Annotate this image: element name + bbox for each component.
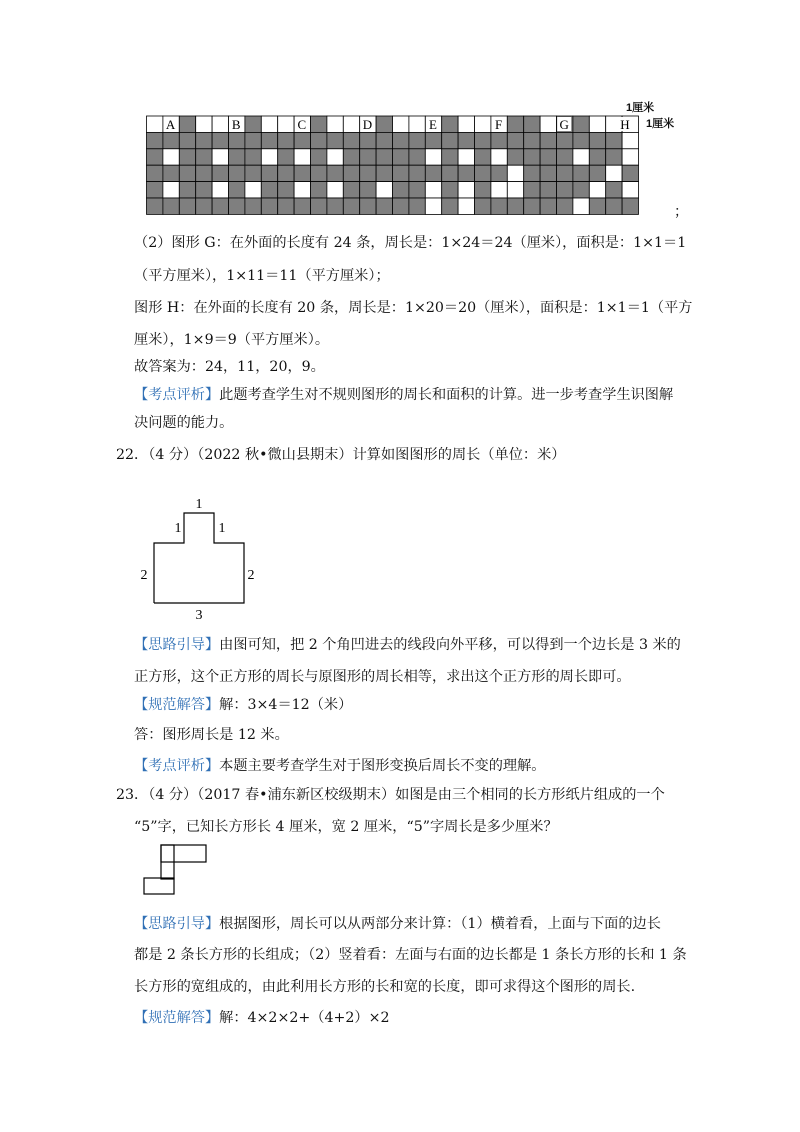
q21-analysis-2: 决问题的能力。 (134, 415, 234, 431)
grid-cell (540, 165, 556, 181)
grid-cell (557, 165, 573, 181)
grid-cell (622, 182, 638, 198)
grid-cell (393, 198, 409, 214)
grid-cell (622, 149, 638, 165)
grid-cell (261, 165, 277, 181)
hint-text: 由图可知，把 2 个角凹进去的线段向外平移，可以得到一个边长是 3 米的 (219, 637, 681, 653)
hint-text: 根据图形，周长可以从两部分来计算：（1）横着看，上面与下面的边长 (219, 916, 661, 932)
grid-cell (606, 132, 622, 148)
grid-cell (179, 165, 195, 181)
grid-cell (475, 149, 491, 165)
grid-cell (540, 149, 556, 165)
hint-tag: 【思路引导】 (134, 916, 220, 932)
grid-cell (540, 116, 556, 132)
grid-cell (343, 198, 359, 214)
q23-hint-3: 长方形的宽组成的，由此利用长方形的长和宽的长度，即可求得这个图形的周长. (134, 979, 636, 995)
grid-cell (507, 182, 523, 198)
grid-cell (147, 149, 163, 165)
grid-cell (540, 182, 556, 198)
grid-cell (163, 182, 179, 198)
grid-cell (147, 165, 163, 181)
q23-header-1: 23．（4 分）（2017 春•浦东新区校级期末）如图是由三个相同的长方形纸片组成的一个 (116, 787, 665, 803)
answer-tag: 【规范解答】 (134, 697, 220, 713)
grid-cell (458, 182, 474, 198)
grid-label-b: B (231, 117, 241, 132)
q23-hint (134, 914, 661, 934)
grid-cell (507, 165, 523, 181)
grid-cell (540, 132, 556, 148)
grid-cell (393, 165, 409, 181)
grid-cell (343, 116, 359, 132)
grid-cell (491, 132, 507, 148)
grid-label-h: H (620, 117, 630, 132)
q22-label-left-small: 1 (174, 521, 182, 536)
answer-text: 解：4×2×2+（4+2）×2 (219, 1010, 390, 1026)
grid-cell (212, 132, 228, 148)
grid-cell (393, 132, 409, 148)
grid-cell (606, 149, 622, 165)
grid-cell (147, 198, 163, 214)
grid-cell (278, 165, 294, 181)
grid-cell (475, 116, 491, 132)
grid-cell (409, 182, 425, 198)
grid-cell (311, 165, 327, 181)
grid-cell (196, 165, 212, 181)
grid-cell (393, 182, 409, 198)
grid-cell (376, 198, 392, 214)
grid-cell (557, 182, 573, 198)
q21-line-1: （2）图形 G：在外面的长度有 24 条，周长是：1×24＝24（厘米），面积是：1×1＝1 (134, 235, 687, 251)
grid-cell (540, 198, 556, 214)
grid-cell (458, 198, 474, 214)
grid-cell (507, 116, 523, 132)
grid-cell (458, 132, 474, 148)
q22-label-top: 1 (195, 497, 203, 512)
grid-cell (278, 198, 294, 214)
grid-cell (425, 182, 441, 198)
grid-cell (163, 149, 179, 165)
grid-cell (179, 116, 195, 132)
grid-cell (327, 149, 343, 165)
trailing-mark: ； (674, 204, 689, 220)
grid-cell (163, 165, 179, 181)
analysis-tag: 【考点评析】 (134, 387, 220, 403)
grid-cell (311, 182, 327, 198)
grid-cell (327, 116, 343, 132)
grid-cell (163, 198, 179, 214)
grid-cell (212, 116, 228, 132)
grid-cell (622, 132, 638, 148)
grid-cell (589, 116, 605, 132)
grid-cell (278, 116, 294, 132)
grid-cell (524, 132, 540, 148)
q23-figure (140, 843, 212, 897)
grid-cell (409, 149, 425, 165)
unit-label-side: 1厘米 (646, 118, 675, 130)
grid-cell (376, 182, 392, 198)
grid-cell (458, 165, 474, 181)
grid-cell (278, 182, 294, 198)
q22-shape (154, 513, 244, 603)
grid-cell (327, 165, 343, 181)
grid-cell (475, 198, 491, 214)
q21-line-5: 故答案为：24，11，20，9。 (134, 359, 325, 375)
grid-figure (146, 98, 676, 222)
grid-cell (425, 149, 441, 165)
unit-label-top: 1厘米 (626, 102, 655, 114)
grid-cell (458, 116, 474, 132)
grid-cell (507, 132, 523, 148)
q22-answer-2: 答：图形周长是 12 米。 (134, 727, 289, 743)
grid-cell (573, 149, 589, 165)
grid-cell (245, 132, 261, 148)
grid-cell (196, 182, 212, 198)
grid-cell (524, 182, 540, 198)
grid-cell (360, 182, 376, 198)
grid-cell (491, 149, 507, 165)
grid-cell (376, 165, 392, 181)
grid-cell (196, 116, 212, 132)
grid-cell (360, 165, 376, 181)
q22-label-left: 2 (140, 568, 148, 583)
grid-cell (245, 149, 261, 165)
q21-analysis (134, 385, 673, 405)
grid-label-e: E (429, 117, 437, 132)
grid-cell (343, 165, 359, 181)
grid-cell (327, 182, 343, 198)
q22-figure (130, 490, 280, 620)
grid-cell (442, 149, 458, 165)
grid-cell (393, 149, 409, 165)
grid-cell (606, 182, 622, 198)
grid-cell (442, 116, 458, 132)
grid-cell (294, 165, 310, 181)
grid-cell (360, 149, 376, 165)
grid-cell (393, 116, 409, 132)
grid-cell (573, 116, 589, 132)
grid-cell (409, 198, 425, 214)
grid-cell (212, 165, 228, 181)
q23-hint-2: 都是 2 条长方形的长组成；（2）竖着看：左面与右面的边长都是 1 条长方形的长和 1 条 (134, 947, 687, 963)
grid-cell (376, 116, 392, 132)
grid-cell (442, 165, 458, 181)
grid-cell (475, 132, 491, 148)
q22-header: 22．（4 分）（2022 秋•微山县期末）计算如图图形的周长（单位：米） (116, 447, 566, 463)
grid-cell (458, 149, 474, 165)
grid-cell (229, 165, 245, 181)
grid-cell (147, 116, 163, 132)
answer-tag: 【规范解答】 (134, 1010, 220, 1026)
grid-cell (311, 198, 327, 214)
grid-cell (376, 132, 392, 148)
grid-cell (229, 182, 245, 198)
grid-cell (278, 149, 294, 165)
grid-cell (573, 132, 589, 148)
q21-line-3: 图形 H：在外面的长度有 20 条，周长是：1×20＝20（厘米），面积是：1×1＝1（平方 (134, 300, 693, 316)
grid-cell (294, 182, 310, 198)
grid-cell (245, 182, 261, 198)
q22-label-right-small: 1 (218, 521, 226, 536)
grid-cell (179, 132, 195, 148)
grid-cell (179, 149, 195, 165)
grid-cell (409, 165, 425, 181)
grid-cell (524, 116, 540, 132)
grid-cell (507, 198, 523, 214)
grid-cell (360, 198, 376, 214)
grid-cell (245, 116, 261, 132)
q21-line-4: 厘米），1×9＝9（平方厘米）。 (134, 332, 330, 348)
grid-cell (294, 132, 310, 148)
grid-cell (589, 132, 605, 148)
q22-analysis (134, 756, 545, 776)
grid-cell (475, 165, 491, 181)
grid-cell (442, 198, 458, 214)
grid-cell (491, 182, 507, 198)
grid-label-g: G (559, 117, 569, 132)
grid-cell (179, 182, 195, 198)
grid-cell (622, 165, 638, 181)
grid-cell (179, 198, 195, 214)
q22-label-bottom: 3 (195, 608, 203, 620)
grid-cell (573, 198, 589, 214)
grid-cell (163, 132, 179, 148)
q22-hint (134, 635, 681, 655)
grid-cell (409, 116, 425, 132)
grid-cell (491, 165, 507, 181)
q22-label-right: 2 (247, 568, 255, 583)
grid-cell (343, 132, 359, 148)
grid-cell (196, 149, 212, 165)
grid-cell (294, 149, 310, 165)
grid-cell (212, 149, 228, 165)
grid-cell (606, 198, 622, 214)
grid-label-c: C (297, 117, 307, 132)
grid-cell (229, 132, 245, 148)
grid-cell (147, 132, 163, 148)
grid-label-f: F (494, 117, 503, 132)
grid-cell (425, 165, 441, 181)
grid-cell (409, 132, 425, 148)
grid-cell (261, 116, 277, 132)
grid-cell (278, 132, 294, 148)
grid-cell (557, 132, 573, 148)
grid-cell (229, 198, 245, 214)
grid-cell (196, 198, 212, 214)
grid-label-d: D (362, 117, 373, 132)
grid-cell (261, 182, 277, 198)
grid-cell (442, 182, 458, 198)
grid-cell (261, 198, 277, 214)
grid-cell (245, 198, 261, 214)
grid-cell (212, 182, 228, 198)
q23-header-2: “5”字，已知长方形长 4 厘米，宽 2 厘米，“5”字周长是多少厘米？ (134, 819, 558, 835)
grid-cell (245, 165, 261, 181)
grid-cell (589, 198, 605, 214)
grid-cell (212, 198, 228, 214)
grid-cell (507, 149, 523, 165)
grid-label-a: A (165, 117, 176, 132)
grid-cell (425, 198, 441, 214)
q23-answer (134, 1008, 390, 1028)
grid-cell (475, 182, 491, 198)
grid-cell (360, 132, 376, 148)
q23-rect-bottom (144, 878, 174, 894)
analysis-text: 此题考查学生对不规则图形的周长和面积的计算。进一步考查学生识图解 (219, 387, 674, 403)
grid-cell (589, 182, 605, 198)
grid-cell (606, 165, 622, 181)
grid-cell (147, 182, 163, 198)
grid-cell (343, 149, 359, 165)
grid-cell (589, 165, 605, 181)
grid-cell (196, 132, 212, 148)
grid-cell (425, 132, 441, 148)
grid-cell (524, 165, 540, 181)
grid-cell (573, 182, 589, 198)
grid-cell (229, 149, 245, 165)
grid-cell (311, 132, 327, 148)
grid-cell (524, 198, 540, 214)
grid-cell (327, 132, 343, 148)
grid-cell (261, 149, 277, 165)
q22-hint-2: 正方形，这个正方形的周长与原图形的周长相等，求出这个正方形的周长即可。 (134, 669, 631, 685)
grid-svg (146, 98, 676, 218)
grid-cell (376, 149, 392, 165)
grid-cell (442, 132, 458, 148)
grid-cell (622, 198, 638, 214)
q23-rect-top (161, 845, 206, 862)
analysis-tag: 【考点评析】 (134, 758, 220, 774)
grid-cell (573, 165, 589, 181)
grid-cell (557, 198, 573, 214)
grid-cell (311, 116, 327, 132)
grid-cell (524, 149, 540, 165)
grid-cell (261, 132, 277, 148)
grid-cell (491, 198, 507, 214)
grid-cell (311, 149, 327, 165)
q21-line-2: （平方厘米），1×11＝11（平方厘米）； (134, 268, 390, 284)
q22-answer (134, 695, 352, 715)
grid-cell (294, 198, 310, 214)
analysis-text: 本题主要考查学生对于图形变换后周长不变的理解。 (219, 758, 546, 774)
grid-cell (343, 182, 359, 198)
grid-cell (327, 198, 343, 214)
answer-text: 解：3×4＝12（米） (219, 697, 353, 713)
grid-cell (589, 149, 605, 165)
grid-cell (557, 149, 573, 165)
hint-tag: 【思路引导】 (134, 637, 220, 653)
